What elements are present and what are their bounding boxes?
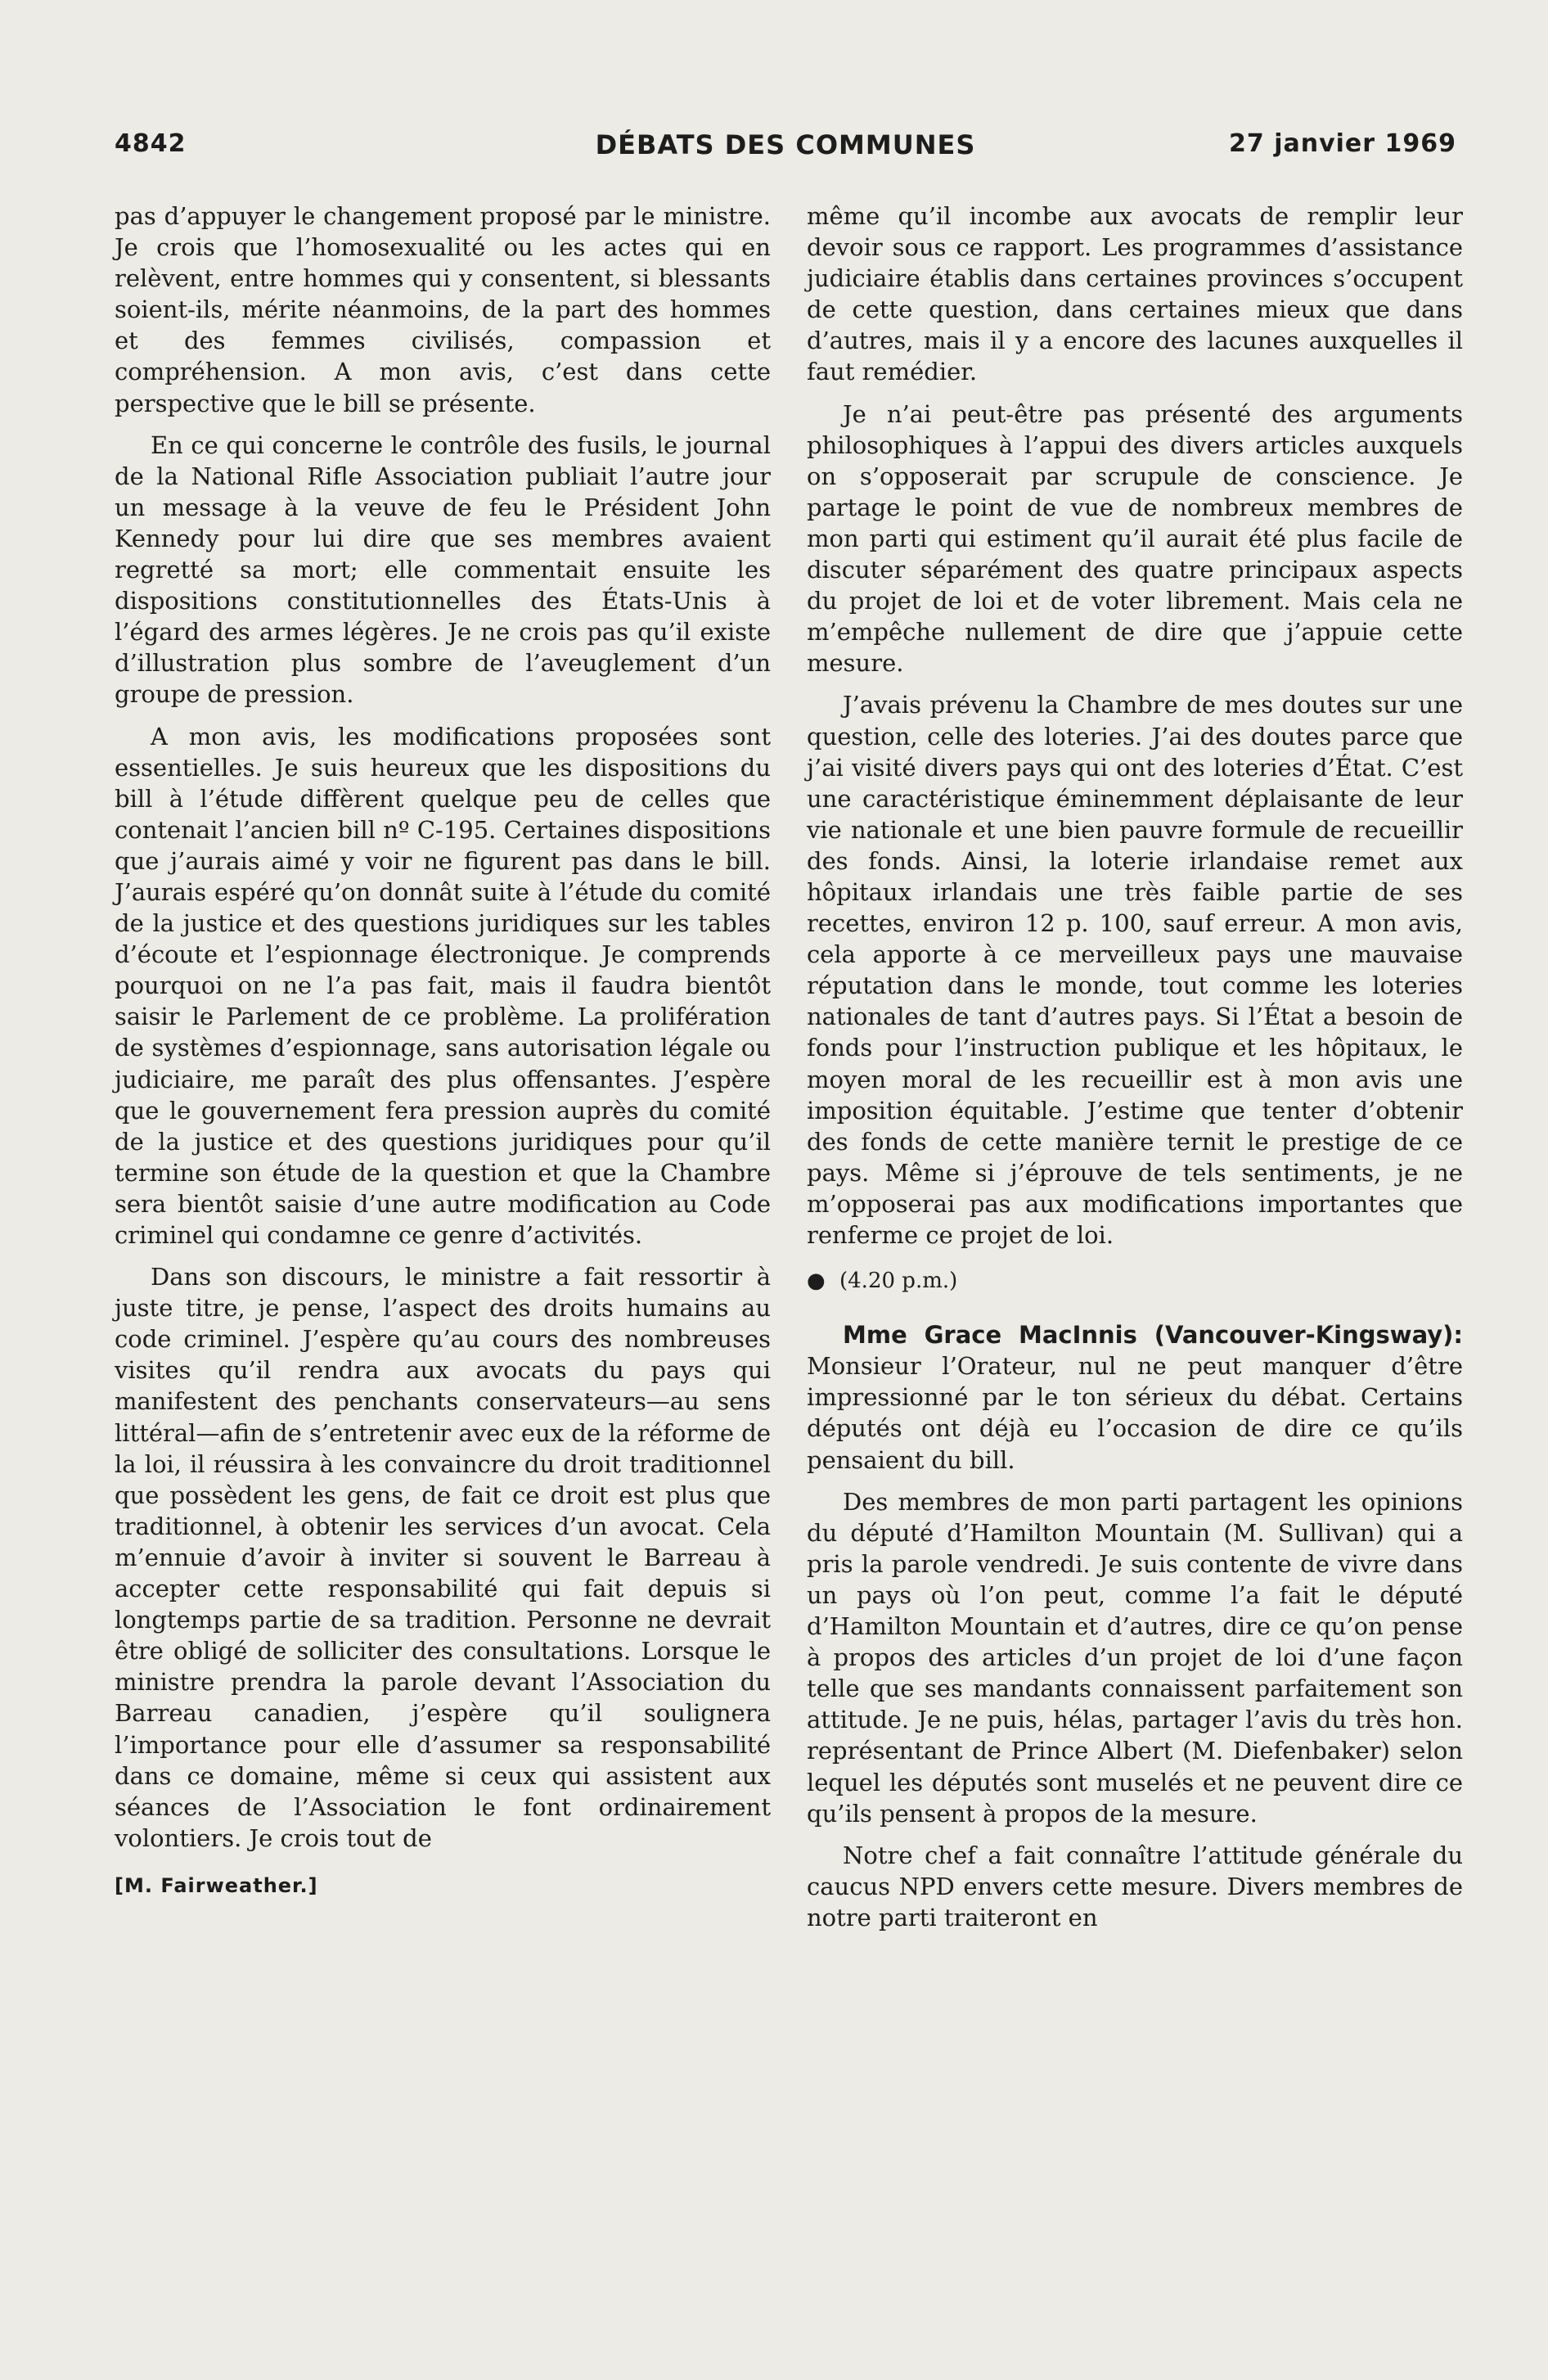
speaker-text: Monsieur l’Orateur, nul ne peut manquer d’être impressionné par le ton sérieux du débat. Certains députés ont déjà eu l’occasion de dire ce qu’ils pensaient du bill. <box>807 1352 1463 1474</box>
paragraph: Je n’ai peut-être pas présenté des arguments philosophiques à l’appui des divers articles auxquels on s’opposerait par scrupule de conscience. Je partage le point de vue de nombreux membres de mon parti qui estiment qu’il aurait été plus facile de discuter séparément des quatre principaux aspects du projet de loi et de voter librement. Mais cela ne m’empêche nullement de dire que j’appuie cette mesure. <box>807 399 1463 678</box>
paragraph: pas d’appuyer le changement proposé par le ministre. Je crois que l’homosexualité ou les actes qui en relèvent, entre hommes qui y consentent, si blessants soient-ils, mérite néanmoins, de la part des hommes et des femmes civilisés, compassion et compréhension. A mon avis, c’est dans cette perspective que le bill se présente. <box>115 202 771 417</box>
page-header <box>115 129 1456 170</box>
speaker-name: Mme Grace MacInnis (Vancouver-Kingsway): <box>843 1321 1463 1350</box>
time-marker-text: (4.20 p.m.) <box>839 1269 958 1294</box>
time-marker <box>807 1265 1463 1296</box>
paragraph: Notre chef a fait connaître l’attitude générale du caucus NPD envers cette mesure. Divers membres de notre parti traiteront en <box>807 1841 1463 1931</box>
page-number: 4842 <box>115 129 187 158</box>
left-column <box>115 201 771 1901</box>
paragraph: En ce qui concerne le contrôle des fusils, le journal de la National Rifle Association publiait l’autre jour un message à la veuve de feu le Président John Kennedy pour lui dire que ses membres avaient regretté sa mort; elle commentait ensuite les dispositions constitutionnelles des États-Unis à l’égard des armes légères. Je ne crois pas qu’il existe d’illustration plus sombre de l’aveuglement d’un groupe de pression. <box>115 430 771 709</box>
journal-title: DÉBATS DES COMMUNES <box>595 129 976 160</box>
paragraph: Dans son discours, le ministre a fait ressortir à juste titre, je pense, l’aspect des droits humains au code criminel. J’espère qu’au cours des nombreuses visites qu’il rendra aux avocats du pays qui manifestent des penchants conservateurs—au sens littéral—afin de s’entretenir avec eux de la réforme de la loi, il réussira à les convaincre du droit traditionnel que possèdent les gens, de fait ce droit est plus que traditionnel, à obtenir les services d’un avocat. Cela m’ennuie d’avoir à inviter si souvent le Barreau à accepter cette responsabilité qui fait depuis si longtemps partie de sa tradition. Personne ne devrait être obligé de solliciter des consultations. Lorsque le ministre prendra la parole devant l’Association du Barreau canadien, j’espère qu’il soulignera l’importance pour elle d’assumer sa responsabilité dans ce domaine, même si ceux qui assistent aux séances de l’Association le font ordinairement volontiers. Je crois tout de <box>115 1263 771 1852</box>
sitting-date: 27 janvier 1969 <box>1229 129 1456 158</box>
speaker-attribution: [M. Fairweather.] <box>115 1873 318 1897</box>
paragraph: Des membres de mon parti partagent les opinions du député d’Hamilton Mountain (M. Sullivan) qui a pris la parole vendredi. Je suis contente de vivre dans un pays où l’on peut, comme l’a fait le député d’Hamilton Mountain et d’autres, dire ce qu’on pense à propos des articles d’un projet de loi d’une façon telle que ses mandants connaissent parfaitement son attitude. Je ne puis, hélas, partager l’avis du très hon. représentant de Prince Albert (M. Diefenbaker) selon lequel les députés sont muselés et ne peuvent dire ce qu’ils pensent à propos de la mesure. <box>807 1487 1463 1828</box>
bullet-icon: ● <box>807 1269 826 1294</box>
paragraph: A mon avis, les modifications proposées sont essentielles. Je suis heureux que les dispositions du bill à l’étude diffèrent quelque peu de celles que contenait l’ancien bill nº C-195. Certaines dispositions que j’aurais aimé y voir ne figurent pas dans le bill. J’aurais espéré qu’on donnât suite à l’étude du comité de la justice et des questions juridiques sur les tables d’écoute et l’espionnage électronique. Je comprends pourquoi on ne l’a pas fait, mais il faudra bientôt saisir le Parlement de ce problème. La prolifération de systèmes d’espionnage, sans autorisation légale ou judiciaire, me paraît des plus offensantes. J’espère que le gouvernement fera pression auprès du comité de la justice et des questions juridiques pour qu’il termine son étude de la question et que la Chambre sera bientôt saisie d’une autre modification au Code criminel qui condamne ce genre d’activités. <box>115 722 771 1249</box>
paragraph: J’avais prévenu la Chambre de mes doutes sur une question, celle des loteries. J’ai des doutes parce que j’ai visité divers pays qui ont des loteries d’État. C’est une caractéristique éminemment déplaisante de leur vie nationale et une bien pauvre formule de recueillir des fonds. Ainsi, la loterie irlandaise remet aux hôpitaux irlandais une très faible partie de ses recettes, environ 12 p. 100, sauf erreur. A mon avis, cela apporte à ce merveilleux pays une mauvaise réputation dans le monde, tout comme les loteries nationales de tant d’autres pays. Si l’État a besoin de fonds pour l’instruction publique et les hôpitaux, le moyen moral de les recueillir est à mon avis une imposition équitable. J’estime que tenter d’obtenir des fonds de cette manière ternit le prestige de ce pays. Même si j’éprouve de tels sentiments, je ne m’opposerai pas aux modifications importantes que renferme ce projet de loi. <box>807 691 1463 1249</box>
right-column <box>807 201 1463 1944</box>
paragraph: même qu’il incombe aux avocats de remplir leur devoir sous ce rapport. Les programmes d’assistance judiciaire établis dans certaines provinces s’occupent de cette question, dans certaines mieux que dans d’autres, mais il y a encore des lacunes auxquelles il faut remédier. <box>807 202 1463 386</box>
speaker-paragraph <box>807 1319 1463 1475</box>
